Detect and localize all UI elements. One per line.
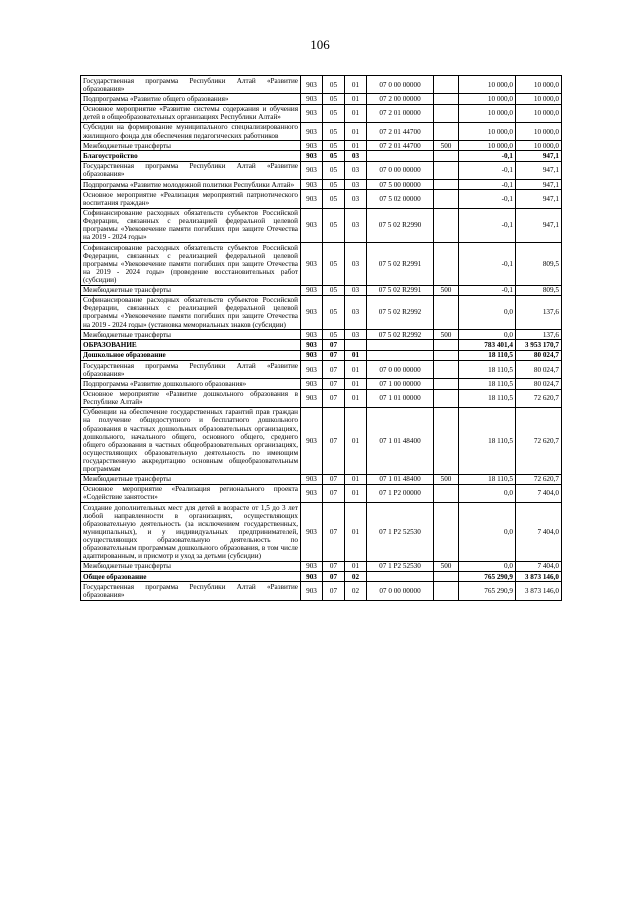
row-grbs-cell: 903 <box>301 76 323 94</box>
row-amount-total-cell: 80 024,7 <box>516 360 562 378</box>
row-section-cell: 07 <box>323 474 345 484</box>
table-row <box>81 389 562 407</box>
row-amount-change-cell: -0,1 <box>459 243 516 286</box>
row-amount-change-cell: 18 110,5 <box>459 350 516 360</box>
row-name-cell: Межбюджетные трансферты <box>81 474 301 484</box>
row-expense-type-cell: 500 <box>434 141 459 151</box>
row-section-cell: 05 <box>323 180 345 190</box>
row-name-cell: Дошкольное образование <box>81 350 301 360</box>
table-row <box>81 484 562 502</box>
row-expense-type-cell: 500 <box>434 330 459 340</box>
row-expense-type-cell <box>434 161 459 179</box>
row-target-article-cell: 07 5 02 00000 <box>367 190 434 208</box>
row-target-article-cell: 07 1 P2 52530 <box>367 561 434 571</box>
row-name-cell: Подпрограмма «Развитие молодежной политики Республики Алтай» <box>81 180 301 190</box>
table-row <box>81 141 562 151</box>
row-name-cell: Государственная программа Республики Алтай «Развитие образования» <box>81 582 301 600</box>
row-section-cell: 05 <box>323 295 345 329</box>
row-name-cell: Основное мероприятие «Развитие дошкольного образования в Республике Алтай» <box>81 389 301 407</box>
row-amount-change-cell: 18 110,5 <box>459 474 516 484</box>
row-amount-change-cell: 765 290,9 <box>459 582 516 600</box>
table-row <box>81 571 562 581</box>
row-name-cell: Субсидии на формирование муниципального специализированного жилищного фонда для обеспечения педагогических работников <box>81 122 301 140</box>
row-target-article-cell: 07 1 01 48400 <box>367 407 434 474</box>
row-grbs-cell: 903 <box>301 180 323 190</box>
row-amount-total-cell: 10 000,0 <box>516 94 562 104</box>
row-grbs-cell: 903 <box>301 243 323 286</box>
row-expense-type-cell <box>434 243 459 286</box>
row-amount-change-cell: -0,1 <box>459 208 516 242</box>
row-amount-total-cell: 7 404,0 <box>516 503 562 562</box>
table-row <box>81 582 562 600</box>
row-name-cell: Межбюджетные трансферты <box>81 330 301 340</box>
row-target-article-cell: 07 2 01 44700 <box>367 141 434 151</box>
row-expense-type-cell <box>434 208 459 242</box>
table-row <box>81 285 562 295</box>
row-section-cell: 07 <box>323 340 345 350</box>
row-amount-total-cell: 947,1 <box>516 151 562 161</box>
row-grbs-cell: 903 <box>301 122 323 140</box>
row-name-cell: Подпрограмма «Развитие дошкольного образования» <box>81 379 301 389</box>
row-amount-change-cell: 10 000,0 <box>459 122 516 140</box>
row-subsection-cell: 01 <box>345 94 367 104</box>
row-expense-type-cell: 500 <box>434 285 459 295</box>
row-amount-change-cell: 18 110,5 <box>459 360 516 378</box>
row-subsection-cell: 03 <box>345 295 367 329</box>
row-name-cell: Государственная программа Республики Алтай «Развитие образования» <box>81 76 301 94</box>
row-subsection-cell: 02 <box>345 571 367 581</box>
row-section-cell: 05 <box>323 330 345 340</box>
row-target-article-cell <box>367 571 434 581</box>
row-target-article-cell <box>367 340 434 350</box>
row-section-cell: 05 <box>323 122 345 140</box>
row-name-cell: Межбюджетные трансферты <box>81 141 301 151</box>
row-expense-type-cell <box>434 295 459 329</box>
row-name-cell: Подпрограмма «Развитие общего образования» <box>81 94 301 104</box>
table-row <box>81 295 562 329</box>
row-subsection-cell: 03 <box>345 208 367 242</box>
row-amount-total-cell: 137,6 <box>516 295 562 329</box>
row-subsection-cell: 01 <box>345 141 367 151</box>
row-amount-total-cell: 809,5 <box>516 243 562 286</box>
row-amount-change-cell: 10 000,0 <box>459 104 516 122</box>
row-section-cell: 07 <box>323 379 345 389</box>
row-grbs-cell: 903 <box>301 141 323 151</box>
row-amount-total-cell: 72 620,7 <box>516 389 562 407</box>
row-name-cell: Основное мероприятие «Реализация мероприятий патриотического воспитания граждан» <box>81 190 301 208</box>
row-section-cell: 05 <box>323 208 345 242</box>
row-amount-total-cell: 10 000,0 <box>516 104 562 122</box>
row-expense-type-cell <box>434 360 459 378</box>
row-amount-change-cell: 783 401,4 <box>459 340 516 350</box>
row-section-cell: 05 <box>323 94 345 104</box>
row-amount-total-cell: 7 404,0 <box>516 561 562 571</box>
row-target-article-cell: 07 0 00 00000 <box>367 76 434 94</box>
row-name-cell: Государственная программа Республики Алтай «Развитие образования» <box>81 360 301 378</box>
table-row <box>81 208 562 242</box>
row-name-cell: Субвенции на обеспечение государственных гарантий прав граждан на получение общедоступного и бесплатного дошкольного образования в частных дошкольных образовательных организациях, дошкольного, начального общего, основного общего, среднего общего образования в частных общеобразовательных организациях, осуществляющих образовательную деятельность по имеющим государственную аккредитацию основным общеобразовательным программам <box>81 407 301 474</box>
row-expense-type-cell <box>434 379 459 389</box>
row-amount-total-cell: 10 000,0 <box>516 141 562 151</box>
table-row <box>81 379 562 389</box>
row-section-cell: 05 <box>323 104 345 122</box>
row-amount-change-cell: -0,1 <box>459 190 516 208</box>
row-amount-change-cell: 18 110,5 <box>459 389 516 407</box>
row-section-cell: 05 <box>323 141 345 151</box>
table-row <box>81 243 562 286</box>
row-expense-type-cell <box>434 190 459 208</box>
row-expense-type-cell <box>434 484 459 502</box>
row-subsection-cell: 03 <box>345 151 367 161</box>
row-expense-type-cell <box>434 407 459 474</box>
row-grbs-cell: 903 <box>301 474 323 484</box>
budget-table-body <box>81 76 562 601</box>
row-amount-total-cell: 809,5 <box>516 285 562 295</box>
table-row <box>81 330 562 340</box>
table-row <box>81 122 562 140</box>
row-amount-total-cell: 72 620,7 <box>516 407 562 474</box>
row-expense-type-cell <box>434 582 459 600</box>
row-target-article-cell: 07 5 02 R2991 <box>367 285 434 295</box>
row-grbs-cell: 903 <box>301 340 323 350</box>
row-amount-change-cell: 0,0 <box>459 295 516 329</box>
row-grbs-cell: 903 <box>301 561 323 571</box>
row-expense-type-cell <box>434 503 459 562</box>
row-section-cell: 07 <box>323 389 345 407</box>
row-expense-type-cell <box>434 571 459 581</box>
row-subsection-cell: 01 <box>345 389 367 407</box>
row-amount-change-cell: 18 110,5 <box>459 407 516 474</box>
row-expense-type-cell <box>434 340 459 350</box>
row-name-cell: Основное мероприятие «Развитие системы содержания и обучения детей в общеобразовательных организациях Республики Алтай» <box>81 104 301 122</box>
row-subsection-cell: 03 <box>345 180 367 190</box>
row-target-article-cell: 07 0 00 00000 <box>367 582 434 600</box>
row-target-article-cell: 07 5 02 R2991 <box>367 243 434 286</box>
row-name-cell: Создание дополнительных мест для детей в возрасте от 1,5 до 3 лет любой направленности в организациях, осуществляющих образовательную деятельность (за исключением государственных, муниципальных), и у индивидуальных предпринимателей, осуществляющих образовательную деятельность по образовательным программам дошкольного образования, в том числе адаптированным, и присмотр и уход за детьми (субсидии) <box>81 503 301 562</box>
row-section-cell: 05 <box>323 243 345 286</box>
row-amount-change-cell: 0,0 <box>459 484 516 502</box>
row-subsection-cell: 01 <box>345 474 367 484</box>
row-grbs-cell: 903 <box>301 484 323 502</box>
row-subsection-cell: 01 <box>345 407 367 474</box>
row-subsection-cell <box>345 340 367 350</box>
row-amount-change-cell: 10 000,0 <box>459 76 516 94</box>
row-grbs-cell: 903 <box>301 379 323 389</box>
row-amount-total-cell: 3 953 170,7 <box>516 340 562 350</box>
table-row <box>81 161 562 179</box>
row-amount-change-cell: 0,0 <box>459 503 516 562</box>
page-number: 106 <box>310 37 330 52</box>
row-target-article-cell: 07 2 01 44700 <box>367 122 434 140</box>
row-amount-change-cell: 10 000,0 <box>459 141 516 151</box>
table-row <box>81 151 562 161</box>
row-grbs-cell: 903 <box>301 94 323 104</box>
row-section-cell: 07 <box>323 582 345 600</box>
row-amount-total-cell: 80 024,7 <box>516 350 562 360</box>
row-amount-change-cell: -0,1 <box>459 180 516 190</box>
row-grbs-cell: 903 <box>301 285 323 295</box>
row-amount-total-cell: 3 873 146,0 <box>516 571 562 581</box>
row-name-cell: Общее образование <box>81 571 301 581</box>
row-subsection-cell: 03 <box>345 161 367 179</box>
row-target-article-cell: 07 2 01 00000 <box>367 104 434 122</box>
row-amount-change-cell: -0,1 <box>459 285 516 295</box>
row-subsection-cell: 01 <box>345 360 367 378</box>
row-expense-type-cell <box>434 94 459 104</box>
row-grbs-cell: 903 <box>301 151 323 161</box>
row-section-cell: 07 <box>323 503 345 562</box>
table-row <box>81 340 562 350</box>
row-grbs-cell: 903 <box>301 295 323 329</box>
row-target-article-cell: 07 2 00 00000 <box>367 94 434 104</box>
row-target-article-cell: 07 5 02 R2990 <box>367 208 434 242</box>
table-row <box>81 561 562 571</box>
row-target-article-cell: 07 1 01 00000 <box>367 389 434 407</box>
row-target-article-cell: 07 5 00 00000 <box>367 180 434 190</box>
row-grbs-cell: 903 <box>301 161 323 179</box>
row-name-cell: Софинансирование расходных обязательств субъектов Российской Федерации, связанных с реализацией федеральной целевой программы «Увековечение памяти погибших при защите Отечества на 2019 - 2024 годы» (проведение восстановительных работ (субсидии) <box>81 243 301 286</box>
row-section-cell: 05 <box>323 76 345 94</box>
row-subsection-cell: 02 <box>345 582 367 600</box>
row-section-cell: 07 <box>323 561 345 571</box>
row-subsection-cell: 01 <box>345 76 367 94</box>
row-grbs-cell: 903 <box>301 582 323 600</box>
row-expense-type-cell <box>434 122 459 140</box>
row-target-article-cell: 07 0 00 00000 <box>367 360 434 378</box>
row-subsection-cell: 01 <box>345 122 367 140</box>
row-amount-total-cell: 947,1 <box>516 190 562 208</box>
row-amount-total-cell: 137,6 <box>516 330 562 340</box>
row-expense-type-cell <box>434 151 459 161</box>
row-amount-total-cell: 947,1 <box>516 208 562 242</box>
row-grbs-cell: 903 <box>301 330 323 340</box>
row-target-article-cell <box>367 350 434 360</box>
row-expense-type-cell <box>434 76 459 94</box>
table-row <box>81 104 562 122</box>
row-amount-total-cell: 947,1 <box>516 161 562 179</box>
row-target-article-cell: 07 0 00 00000 <box>367 161 434 179</box>
row-subsection-cell: 01 <box>345 561 367 571</box>
row-amount-total-cell: 10 000,0 <box>516 76 562 94</box>
row-expense-type-cell: 500 <box>434 561 459 571</box>
row-grbs-cell: 903 <box>301 104 323 122</box>
row-amount-change-cell: 765 290,9 <box>459 571 516 581</box>
row-name-cell: Основное мероприятие «Реализация регионального проекта «Содействие занятости» <box>81 484 301 502</box>
row-amount-total-cell: 80 024,7 <box>516 379 562 389</box>
row-amount-change-cell: 10 000,0 <box>459 94 516 104</box>
row-subsection-cell: 01 <box>345 104 367 122</box>
row-expense-type-cell <box>434 350 459 360</box>
row-grbs-cell: 903 <box>301 571 323 581</box>
row-grbs-cell: 903 <box>301 389 323 407</box>
row-amount-change-cell: -0,1 <box>459 151 516 161</box>
row-subsection-cell: 03 <box>345 285 367 295</box>
row-subsection-cell: 01 <box>345 484 367 502</box>
row-section-cell: 07 <box>323 360 345 378</box>
row-subsection-cell: 03 <box>345 243 367 286</box>
row-name-cell: Государственная программа Республики Алтай «Развитие образования» <box>81 161 301 179</box>
row-section-cell: 05 <box>323 151 345 161</box>
row-amount-total-cell: 3 873 146,0 <box>516 582 562 600</box>
row-amount-change-cell: 0,0 <box>459 561 516 571</box>
row-target-article-cell: 07 5 02 R2992 <box>367 330 434 340</box>
row-expense-type-cell: 500 <box>434 474 459 484</box>
row-subsection-cell: 03 <box>345 330 367 340</box>
row-target-article-cell: 07 1 P2 52530 <box>367 503 434 562</box>
row-section-cell: 07 <box>323 484 345 502</box>
row-grbs-cell: 903 <box>301 503 323 562</box>
row-grbs-cell: 903 <box>301 360 323 378</box>
row-amount-total-cell: 10 000,0 <box>516 122 562 140</box>
row-amount-change-cell: -0,1 <box>459 161 516 179</box>
row-target-article-cell: 07 1 00 00000 <box>367 379 434 389</box>
table-row <box>81 190 562 208</box>
row-section-cell: 05 <box>323 190 345 208</box>
row-target-article-cell: 07 1 P2 00000 <box>367 484 434 502</box>
row-amount-total-cell: 947,1 <box>516 180 562 190</box>
row-expense-type-cell <box>434 180 459 190</box>
budget-table <box>80 75 562 601</box>
row-target-article-cell <box>367 151 434 161</box>
row-section-cell: 07 <box>323 571 345 581</box>
table-row <box>81 407 562 474</box>
row-name-cell: Софинансирование расходных обязательств субъектов Российской Федерации, связанных с реализацией федеральной целевой программы «Увековечение памяти погибших при защите Отечества на 2019 - 2024 годы» (установка мемориальных знаков (субсидии) <box>81 295 301 329</box>
row-name-cell: Межбюджетные трансферты <box>81 561 301 571</box>
row-name-cell: ОБРАЗОВАНИЕ <box>81 340 301 350</box>
table-row <box>81 180 562 190</box>
row-target-article-cell: 07 5 02 R2992 <box>367 295 434 329</box>
row-subsection-cell: 01 <box>345 350 367 360</box>
row-section-cell: 05 <box>323 285 345 295</box>
row-section-cell: 07 <box>323 350 345 360</box>
table-row <box>81 94 562 104</box>
row-grbs-cell: 903 <box>301 208 323 242</box>
row-expense-type-cell <box>434 389 459 407</box>
row-amount-total-cell: 72 620,7 <box>516 474 562 484</box>
table-row <box>81 503 562 562</box>
row-target-article-cell: 07 1 01 48400 <box>367 474 434 484</box>
row-expense-type-cell <box>434 104 459 122</box>
row-name-cell: Межбюджетные трансферты <box>81 285 301 295</box>
row-amount-total-cell: 7 404,0 <box>516 484 562 502</box>
row-amount-change-cell: 18 110,5 <box>459 379 516 389</box>
row-amount-change-cell: 0,0 <box>459 330 516 340</box>
table-row <box>81 360 562 378</box>
row-subsection-cell: 01 <box>345 379 367 389</box>
table-row <box>81 76 562 94</box>
row-grbs-cell: 903 <box>301 190 323 208</box>
table-row <box>81 474 562 484</box>
row-subsection-cell: 01 <box>345 503 367 562</box>
row-grbs-cell: 903 <box>301 407 323 474</box>
row-grbs-cell: 903 <box>301 350 323 360</box>
row-name-cell: Софинансирование расходных обязательств субъектов Российской Федерации, связанных с реализацией федеральной целевой программы «Увековечение памяти погибших при защите Отечества на 2019 - 2024 годы» <box>81 208 301 242</box>
row-section-cell: 05 <box>323 161 345 179</box>
table-row <box>81 350 562 360</box>
row-name-cell: Благоустройство <box>81 151 301 161</box>
row-section-cell: 07 <box>323 407 345 474</box>
row-subsection-cell: 03 <box>345 190 367 208</box>
